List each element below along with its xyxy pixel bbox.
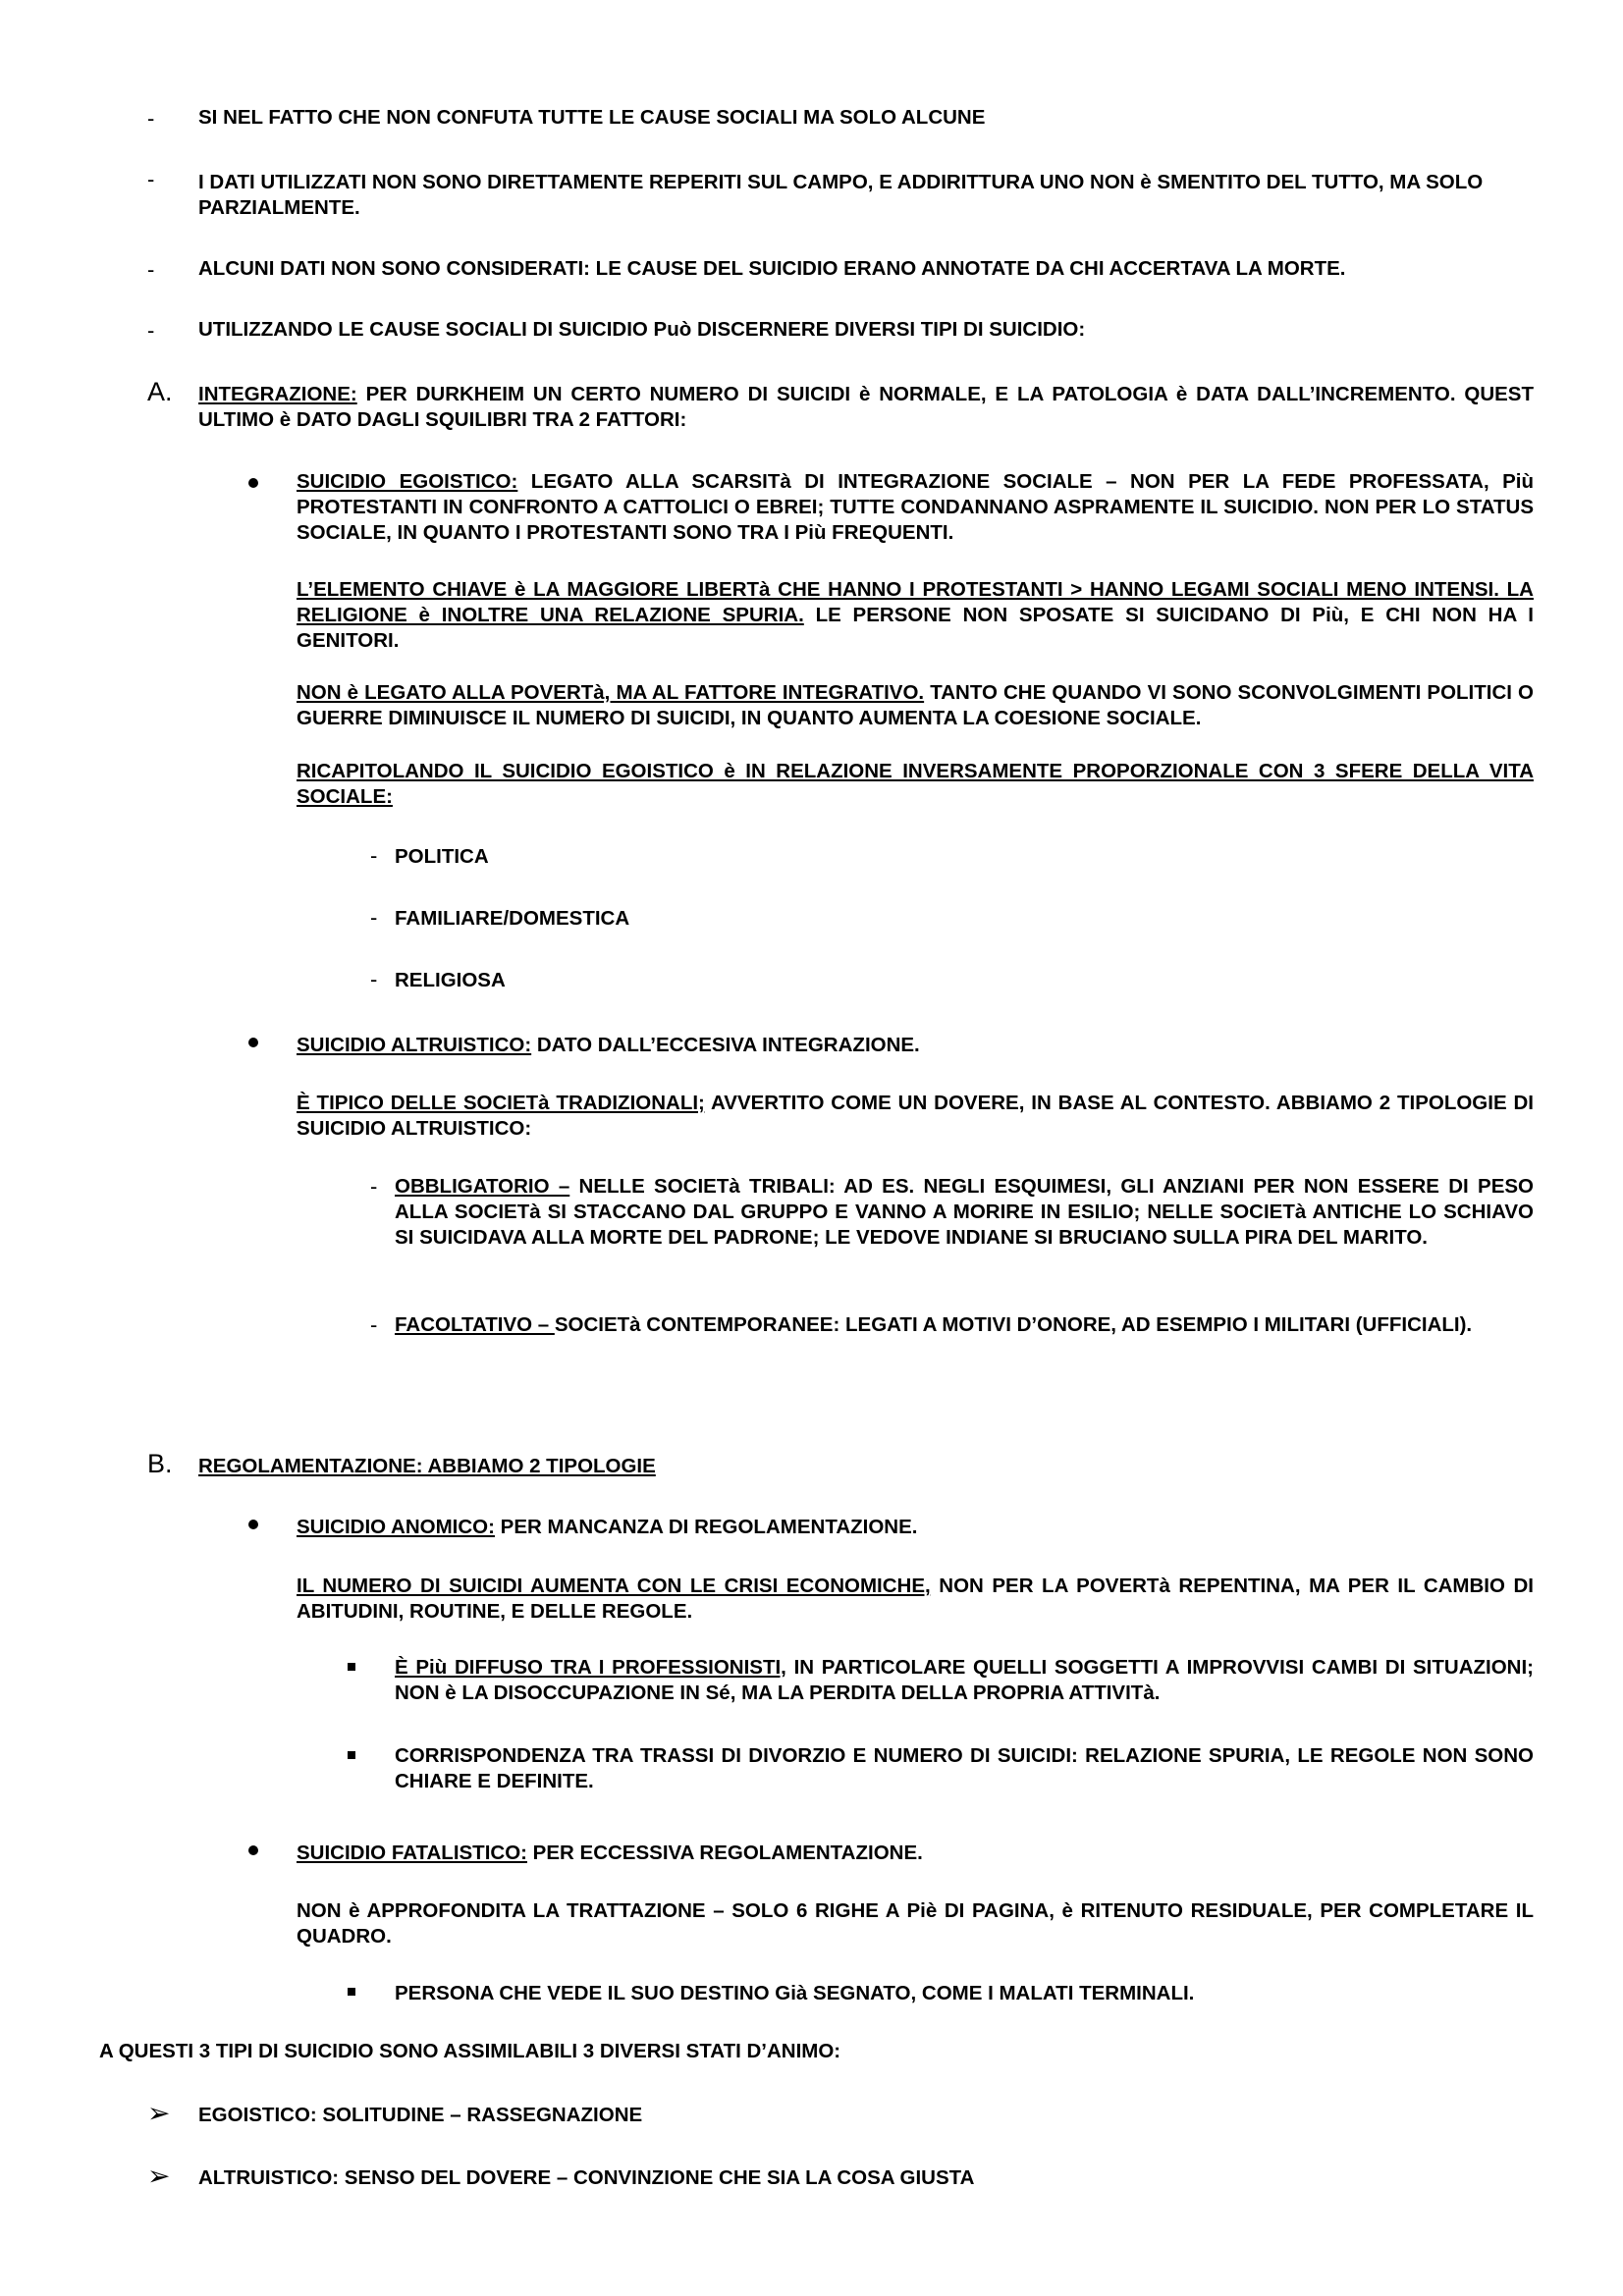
fatalistico-title: SUICIDIO FATALISTICO: [297, 1842, 527, 1864]
round-bullet-icon [248, 1520, 258, 1529]
anomico-item-1 [395, 1655, 1534, 1706]
anomico-item-text: CORRISPONDENZA TRA TRASSI DI DIVORZIO E NUMERO DI SUICIDI: RELAZIONE SPURIA, LE REGOLE NON SONO CHIARE E DEFINITE. [395, 1744, 1534, 1792]
dash-bullet-icon: - [370, 905, 378, 930]
altruistico-type-facoltativo [395, 1312, 1534, 1338]
dash-bullet-icon: - [147, 257, 155, 282]
fatalistico-item: PERSONA CHE VEDE IL SUO DESTINO Già SEGNATO, COME I MALATI TERMINALI. [395, 1982, 1195, 2004]
altruistico-p2-rest: AVVERTITO COME UN DOVERE, IN BASE AL CONTESTO. ABBIAMO 2 TIPOLOGIE DI SUICIDIO ALTRUISTICO: [297, 1092, 1534, 1140]
summary-heading: A QUESTI 3 TIPI DI SUICIDIO SONO ASSIMILABILI 3 DIVERSI STATI D’ANIMO: [99, 2040, 841, 2062]
section-b-heading [198, 1454, 1534, 1479]
egoistico-p4-underlined: RICAPITOLANDO IL SUICIDIO EGOISTICO è IN RELAZIONE INVERSAMENTE PROPORZIONALE CON 3 SFERE DELLA VITA SOCIALE: [297, 760, 1534, 808]
anomico-item-2 [395, 1743, 1534, 1794]
dash-bullet-icon: - [370, 843, 378, 868]
egoistico-p2-rest: LE PERSONE NON SPOSATE SI SUICIDANO DI Più, E CHI NON HA I GENITORI. [297, 604, 1534, 652]
type-text: NELLE SOCIETà TRIBALI: AD ES. NEGLI ESQUIMESI, GLI ANZIANI PER NON ESSERE DI PESO ALLA SOCIETà SI STACCANO DAL GRUPPO E VANNO A MORIRE IN ESILIO; NELLE SOCIETà ANTICHE LO SCHIAVO SI SUICIDAVA ALLA MORTE DEL PADRONE; LE VEDOVE INDIANE SI BRUCIANO SULLA PIRA DEL MARITO. [395, 1175, 1535, 1249]
anomico-p2-underlined: IL NUMERO DI SUICIDI AUMENTA CON LE CRISI ECONOMICHE, [297, 1575, 931, 1597]
dash-bullet-icon: - [147, 318, 155, 343]
section-b-title: REGOLAMENTAZIONE: ABBIAMO 2 TIPOLOGIE [198, 1455, 656, 1477]
egoistico-title: SUICIDIO EGOISTICO: [297, 470, 518, 493]
dash-bullet-icon: - [370, 1312, 378, 1337]
intro-item-3: ALCUNI DATI NON SONO CONSIDERATI: LE CAUSE DEL SUICIDIO ERANO ANNOTATE DA CHI ACCERTAVA LA MORTE. [198, 257, 1346, 280]
section-a-title: INTEGRAZIONE: [198, 383, 357, 405]
egoistico-text: LEGATO ALLA SCARSITà DI INTEGRAZIONE SOCIALE – NON PER LA FEDE PROFESSATA, Più PROTESTANTI IN CONFRONTO A CATTOLICI O EBREI; TUTTE CONDANNANO ASPRAMENTE IL SUICIDIO. NON PER LO STATUS SOCIALE, IN QUANTO I PROTESTANTI SONO TRA I Più FREQUENTI. [297, 470, 1534, 544]
sphere-item: RELIGIOSA [395, 969, 506, 991]
fatalistico-text: PER ECCESSIVA REGOLAMENTAZIONE. [526, 1842, 923, 1864]
altruistico-paragraph-2 [297, 1091, 1534, 1142]
altruistico-text: DATO DALL’ECCESIVA INTEGRAZIONE. [531, 1034, 920, 1056]
round-bullet-icon [248, 1845, 258, 1855]
sphere-item: POLITICA [395, 845, 489, 868]
type-label: FACOLTATIVO – [395, 1313, 555, 1336]
intro-item-2: I DATI UTILIZZATI NON SONO DIRETTAMENTE REPERITI SUL CAMPO, E ADDIRITTURA UNO NON è SMENTITO DEL TUTTO, MA SOLO PARZIALMENTE. [198, 171, 1484, 219]
egoistico-p2-underlined: L’ELEMENTO CHIAVE è LA MAGGIORE LIBERTà CHE HANNO I PROTESTANTI > HANNO LEGAMI SOCIALI MENO INTENSI. LA RELIGIONE è INOLTRE UNA RELAZIONE SPURIA. [297, 578, 1534, 626]
anomico-paragraph-2 [297, 1574, 1534, 1625]
arrow-bullet-icon: ➢ [147, 2161, 171, 2191]
square-bullet-icon [348, 1663, 355, 1671]
dash-bullet-icon: - [370, 1174, 378, 1199]
altruistico-type-obbligatorio [395, 1174, 1534, 1251]
egoistico-intro [297, 469, 1534, 546]
arrow-bullet-icon: ➢ [147, 2098, 171, 2128]
altruistico-intro [297, 1033, 1534, 1058]
dash-bullet-icon: - [147, 167, 155, 191]
egoistico-paragraph-4 [297, 759, 1534, 810]
section-a-text: PER DURKHEIM UN CERTO NUMERO DI SUICIDI è NORMALE, E LA PATOLOGIA è DATA DALL’INCREMENTO. QUEST ULTIMO è DATO DAGLI SQUILIBRI TRA 2 FATTORI: [198, 383, 1534, 431]
fatalistico-paragraph-2: NON è APPROFONDITA LA TRATTAZIONE – SOLO 6 RIGHE A Piè DI PAGINA, è RITENUTO RESIDUALE, PER COMPLETARE IL QUADRO. [297, 1899, 1534, 1948]
summary-item-egoistico: EGOISTICO: SOLITUDINE – RASSEGNAZIONE [198, 2104, 643, 2126]
anomico-text: PER MANCANZA DI REGOLAMENTAZIONE. [494, 1516, 918, 1538]
sphere-item: FAMILIARE/DOMESTICA [395, 907, 630, 930]
egoistico-p3-rest: TANTO CHE QUANDO VI SONO SCONVOLGIMENTI POLITICI O GUERRE DIMINUISCE IL NUMERO DI SUICIDI, IN QUANTO AUMENTA LA COESIONE SOCIALE. [297, 681, 1534, 729]
altruistico-title: SUICIDIO ALTRUISTICO: [297, 1034, 532, 1056]
square-bullet-icon [348, 1751, 355, 1759]
fatalistico-intro [297, 1841, 1534, 1866]
anomico-p2-rest: NON PER LA POVERTà REPENTINA, MA PER IL CAMBIO DI ABITUDINI, ROUTINE, E DELLE REGOLE. [297, 1575, 1534, 1623]
summary-item-altruistico: ALTRUISTICO: SENSO DEL DOVERE – CONVINZIONE CHE SIA LA COSA GIUSTA [198, 2166, 975, 2189]
anomico-title: SUICIDIO ANOMICO: [297, 1516, 495, 1538]
anomico-item-underlined: È Più DIFFUSO TRA I PROFESSIONISTI, [395, 1656, 786, 1679]
intro-item-4: UTILIZZANDO LE CAUSE SOCIALI DI SUICIDIO Può DISCERNERE DIVERSI TIPI DI SUICIDIO: [198, 318, 1086, 341]
anomico-item-text: IN PARTICOLARE QUELLI SOGGETTI A IMPROVVISI CAMBI DI SITUAZIONI; NON è LA DISOCCUPAZIONE IN Sé, MA LA PERDITA DELLA PROPRIA ATTIVITà. [395, 1656, 1534, 1704]
round-bullet-icon [248, 1038, 258, 1047]
egoistico-p3-underlined: NON è LEGATO ALLA POVERTà, MA AL FATTORE INTEGRATIVO. [297, 681, 925, 704]
altruistico-p2-underlined: È TIPICO DELLE SOCIETà TRADIZIONALI; [297, 1092, 705, 1114]
section-a-heading [198, 382, 1534, 433]
egoistico-paragraph-2 [297, 577, 1534, 654]
anomico-intro [297, 1515, 1534, 1540]
section-a-letter: A. [147, 377, 173, 406]
type-label: OBBLIGATORIO – [395, 1175, 570, 1198]
dash-bullet-icon: - [147, 106, 155, 131]
section-b-letter: B. [147, 1449, 173, 1478]
dash-bullet-icon: - [370, 967, 378, 991]
round-bullet-icon [248, 478, 258, 488]
egoistico-paragraph-3 [297, 680, 1534, 731]
type-text: SOCIETà CONTEMPORANEE: LEGATI A MOTIVI D’ONORE, AD ESEMPIO I MILITARI (UFFICIALI). [554, 1313, 1473, 1336]
intro-item-1: SI NEL FATTO CHE NON CONFUTA TUTTE LE CAUSE SOCIALI MA SOLO ALCUNE [198, 106, 986, 129]
square-bullet-icon [348, 1988, 355, 1996]
